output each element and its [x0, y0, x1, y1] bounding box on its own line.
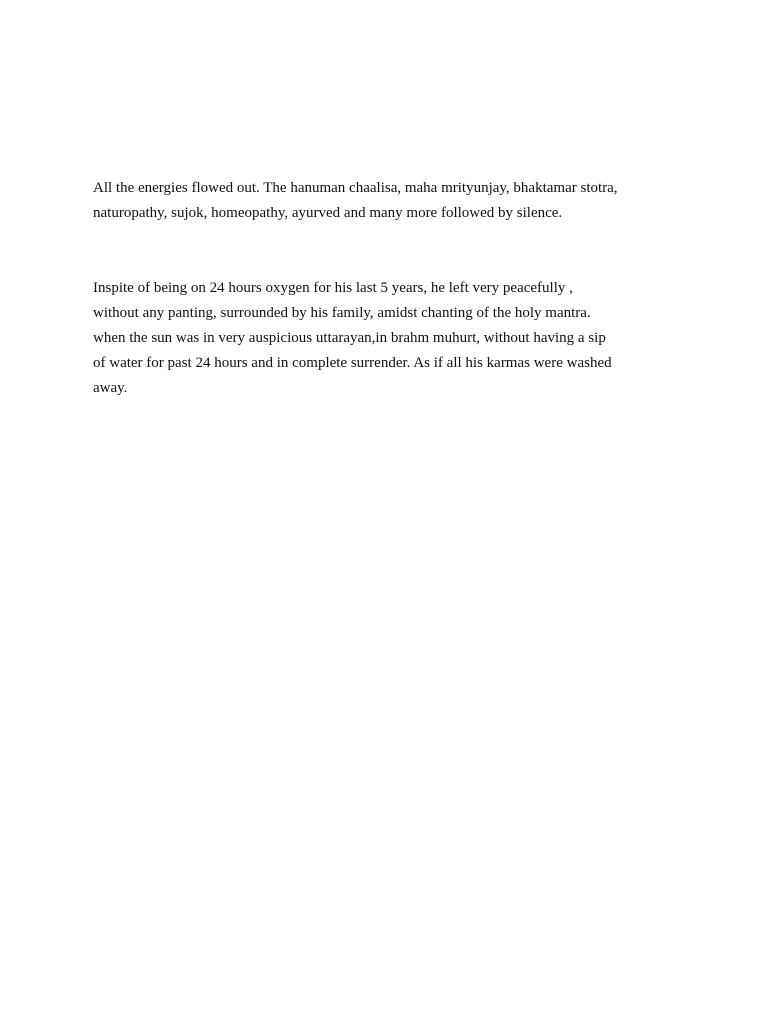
paragraph-line: naturopathy, sujok, homeopathy, ayurved and many more followed by silence. — [93, 205, 563, 221]
paragraph-1 — [93, 176, 683, 226]
paragraph-line: Inspite of being on 24 hours oxygen for his last 5 years, he left very peacefully , — [93, 280, 573, 296]
paragraph-spacer — [93, 226, 683, 276]
paragraph-line: when the sun was in very auspicious uttarayan,in brahm muhurt, without having a sip — [93, 330, 606, 346]
paragraph-2 — [93, 276, 683, 401]
document-body — [93, 176, 683, 401]
paragraph-line: of water for past 24 hours and in complete surrender. As if all his karmas were washed — [93, 355, 612, 371]
paragraph-line: without any panting, surrounded by his family, amidst chanting of the holy mantra. — [93, 305, 591, 321]
paragraph-line: All the energies flowed out. The hanuman chaalisa, maha mrityunjay, bhaktamar stotra, — [93, 180, 618, 196]
paragraph-line: away. — [93, 380, 128, 396]
